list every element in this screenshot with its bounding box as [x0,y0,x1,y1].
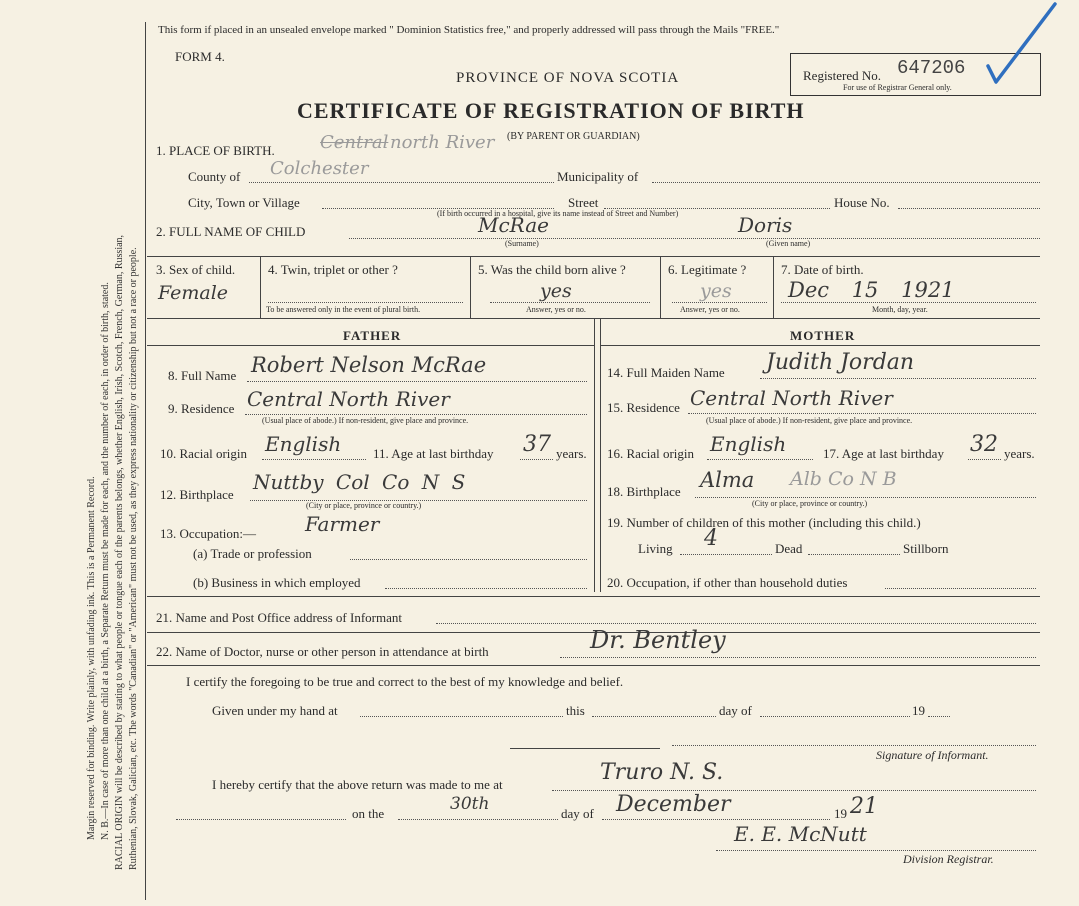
father-racial-line [262,459,366,460]
father-occupation-label: 13. Occupation:— [160,526,257,541]
parents-divider-1 [594,318,595,592]
father-residence-value: Central North River [247,387,450,411]
parents-divider-2 [600,318,601,592]
page-title: CERTIFICATE OF REGISTRATION OF BIRTH [297,98,805,123]
children-count-label: 19. Number of children of this mother (including this child.) [607,515,921,530]
legitimate-line [672,302,767,303]
row3-divider-3 [660,256,661,318]
mother-birthplace-note: (City or place, province or country.) [752,499,868,508]
business-label: (b) Business in which employed [193,575,361,590]
date-of-birth-note: Month, day, year. [872,305,928,314]
form-number: FORM 4. [175,49,225,64]
given-place-line [360,716,563,717]
child-name-line [349,238,1040,239]
alive-value: yes [540,280,572,302]
month-value: December [616,792,731,817]
municipality-label: Municipality of [557,169,639,184]
year-line [928,716,950,717]
date-of-birth-line [781,302,1036,303]
checkmark-icon [980,0,1070,90]
street-label: Street [568,195,599,210]
living-value: 4 [704,526,718,551]
municipality-line [652,182,1040,183]
mother-heading-rule [600,345,1040,346]
mother-racial-line [707,459,813,460]
father-racial-label: 10. Racial origin [160,446,248,461]
registered-number: 647206 [897,57,966,79]
hereby-certify-label: I hereby certify that the above return was made to me at [212,777,503,792]
father-birthplace-value: Nuttby Col Co N S [253,470,466,494]
doctor-value: Dr. Bentley [590,626,726,654]
mother-birthplace-label: 18. Birthplace [607,484,681,499]
sex-label: 3. Sex of child. [156,262,236,277]
father-age-line [520,459,553,460]
city-label: City, Town or Village [188,195,300,210]
dead-line [808,554,900,555]
county-value: Colchester [270,158,369,179]
father-age-label: 11. Age at last birthday [373,446,494,461]
mother-heading: MOTHER [790,328,856,343]
house-number-line [898,208,1040,209]
house-number-label: House No. [834,195,890,210]
date-of-birth-value: Dec 15 1921 [788,278,955,302]
father-occupation-value: Farmer [305,512,380,536]
informant-label: 21. Name and Post Office address of Informant [156,610,402,625]
sex-value: Female [158,282,229,304]
child-given-value: Doris [738,213,793,237]
on-the-label: on the [352,806,385,821]
father-name-line [247,381,587,382]
margin-note-1: Margin reserved for binding. Write plainly, with unfading ink. This is a Permanent Record. [86,476,97,840]
alive-line [490,302,650,303]
month-line-2 [602,819,830,820]
mother-birthplace-line [695,497,1036,498]
trade-line [350,559,587,560]
father-birthplace-label: 12. Birthplace [160,487,234,502]
row3-divider-4 [773,256,774,318]
mother-residence-value: Central North River [690,386,893,410]
sig-line-right [672,745,1036,746]
stillborn-label: Stillborn [903,541,949,556]
mother-name-line [760,378,1036,379]
mother-age-value: 32 [970,432,998,457]
on-day-value: 30th [450,794,490,814]
father-name-label: 8. Full Name [168,368,237,383]
margin-note-3: RACIAL ORIGIN will be described by stating to what people or tongue each of the parents belongs, whether English, Irish, Scotch, French, German, Russian, [114,234,125,870]
parents-bottom-border [147,596,1040,597]
alive-label: 5. Was the child born alive ? [478,262,626,277]
father-heading: FATHER [343,328,402,343]
legitimate-value: yes [700,280,732,302]
mother-name-value: Judith Jordan [766,350,915,375]
father-age-value: 37 [523,432,551,457]
hereby-place-line [552,790,1036,791]
legitimate-label: 6. Legitimate ? [668,262,747,277]
year-prefix-2: 19 [834,806,847,821]
county-line [249,182,554,183]
alive-note: Answer, yes or no. [526,305,586,314]
mother-birthplace-extra: Alb Co N B [790,468,897,490]
informant-line [436,623,1036,624]
on-day-line [398,819,558,820]
twin-line [268,302,463,303]
this-label: this [566,703,585,718]
place-of-birth-label: 1. PLACE OF BIRTH. [156,143,275,158]
hereby-place-value: Truro N. S. [600,760,724,785]
month-line [760,716,910,717]
mother-occupation-line [885,588,1036,589]
registrar-signature: E. E. McNutt [734,822,867,846]
hospital-note: (If birth occurred in a hospital, give its name instead of Street and Number) [437,209,679,218]
surname-note: (Surname) [505,239,539,248]
row3-divider-1 [260,256,261,318]
father-heading-rule [147,345,594,346]
child-surname-value: McRae [478,213,549,237]
mother-residence-label: 15. Residence [607,400,680,415]
father-residence-line [245,414,587,415]
row3-divider-2 [470,256,471,318]
given-name-note: (Given name) [766,239,811,248]
dead-label: Dead [775,541,803,556]
business-line [385,588,587,589]
father-residence-note: (Usual place of abode.) If non-resident, give place and province. [262,416,469,425]
registered-label: Registered No. [803,68,881,83]
mother-residence-note: (Usual place of abode.) If non-resident, give place and province. [706,416,913,425]
page-subtitle: (BY PARENT OR GUARDIAN) [507,131,640,142]
mother-racial-label: 16. Racial origin [607,446,695,461]
legitimate-note: Answer, yes or no. [680,305,740,314]
margin-note-4: Ruthenian, Slovak, Galician, etc. The words "Canadian" or "American" must not be used, as they express nationality or citizenship but not a race or people. [128,247,139,870]
twin-label: 4. Twin, triplet or other ? [268,262,398,277]
margin-note-2: N. B.—In case of more than one child at a birth, a Separate Return must be made for each, and the number of each, in order of birth, stated. [100,282,111,840]
registrar-note: For use of Registrar General only. [843,83,952,92]
date-of-birth-label: 7. Date of birth. [781,262,864,277]
father-name-value: Robert Nelson McRae [251,353,487,377]
day-of-label: day of [719,703,752,718]
twin-note: To be answered only in the event of plural birth. [266,305,421,314]
living-label: Living [638,541,673,556]
mother-age-label: 17. Age at last birthday [823,446,944,461]
on-the-left-line [176,819,346,820]
day-of-label-2: day of [561,806,594,821]
this-day-line [592,716,716,717]
doctor-line [560,657,1036,658]
mother-age-line [968,459,1001,460]
given-under-label: Given under my hand at [212,703,338,718]
certify-statement: I certify the foregoing to be true and correct to the best of my knowledge and belief. [186,674,624,689]
doctor-bottom-border [147,665,1040,666]
year-prefix: 19 [912,703,925,718]
sig-line-left [510,748,660,749]
child-name-label: 2. FULL NAME OF CHILD [156,224,306,239]
doctor-label: 22. Name of Doctor, nurse or other person in attendance at birth [156,644,489,659]
father-age-unit: years. [556,446,587,461]
mother-name-label: 14. Full Maiden Name [607,365,725,380]
father-racial-value: English [265,432,342,456]
county-label: County of [188,169,241,184]
signature-informant-label: Signature of Informant. [876,748,989,762]
mother-racial-value: English [710,432,787,456]
mother-residence-line [688,413,1036,414]
living-line [680,554,772,555]
year-suffix-value: 21 [850,794,878,819]
mail-note: This form if placed in an unsealed envelope marked " Dominion Statistics free," and properly addressed will pass through the Mails "FREE." [158,24,780,36]
province-heading: PROVINCE OF NOVA SCOTIA [456,70,680,86]
division-registrar-label: Division Registrar. [903,852,994,866]
row3-top-border [147,256,1040,257]
trade-label: (a) Trade or profession [193,546,312,561]
mother-age-unit: years. [1004,446,1035,461]
place-struck-value: Central [320,132,389,153]
father-residence-label: 9. Residence [168,401,235,416]
mother-occupation-label: 20. Occupation, if other than household duties [607,575,848,590]
form-left-border [145,22,146,900]
registrar-line [716,850,1036,851]
mother-birthplace-value: Alma [700,468,755,492]
place-extra-value: north River [390,132,495,153]
father-birthplace-note: (City or place, province or country.) [306,501,422,510]
